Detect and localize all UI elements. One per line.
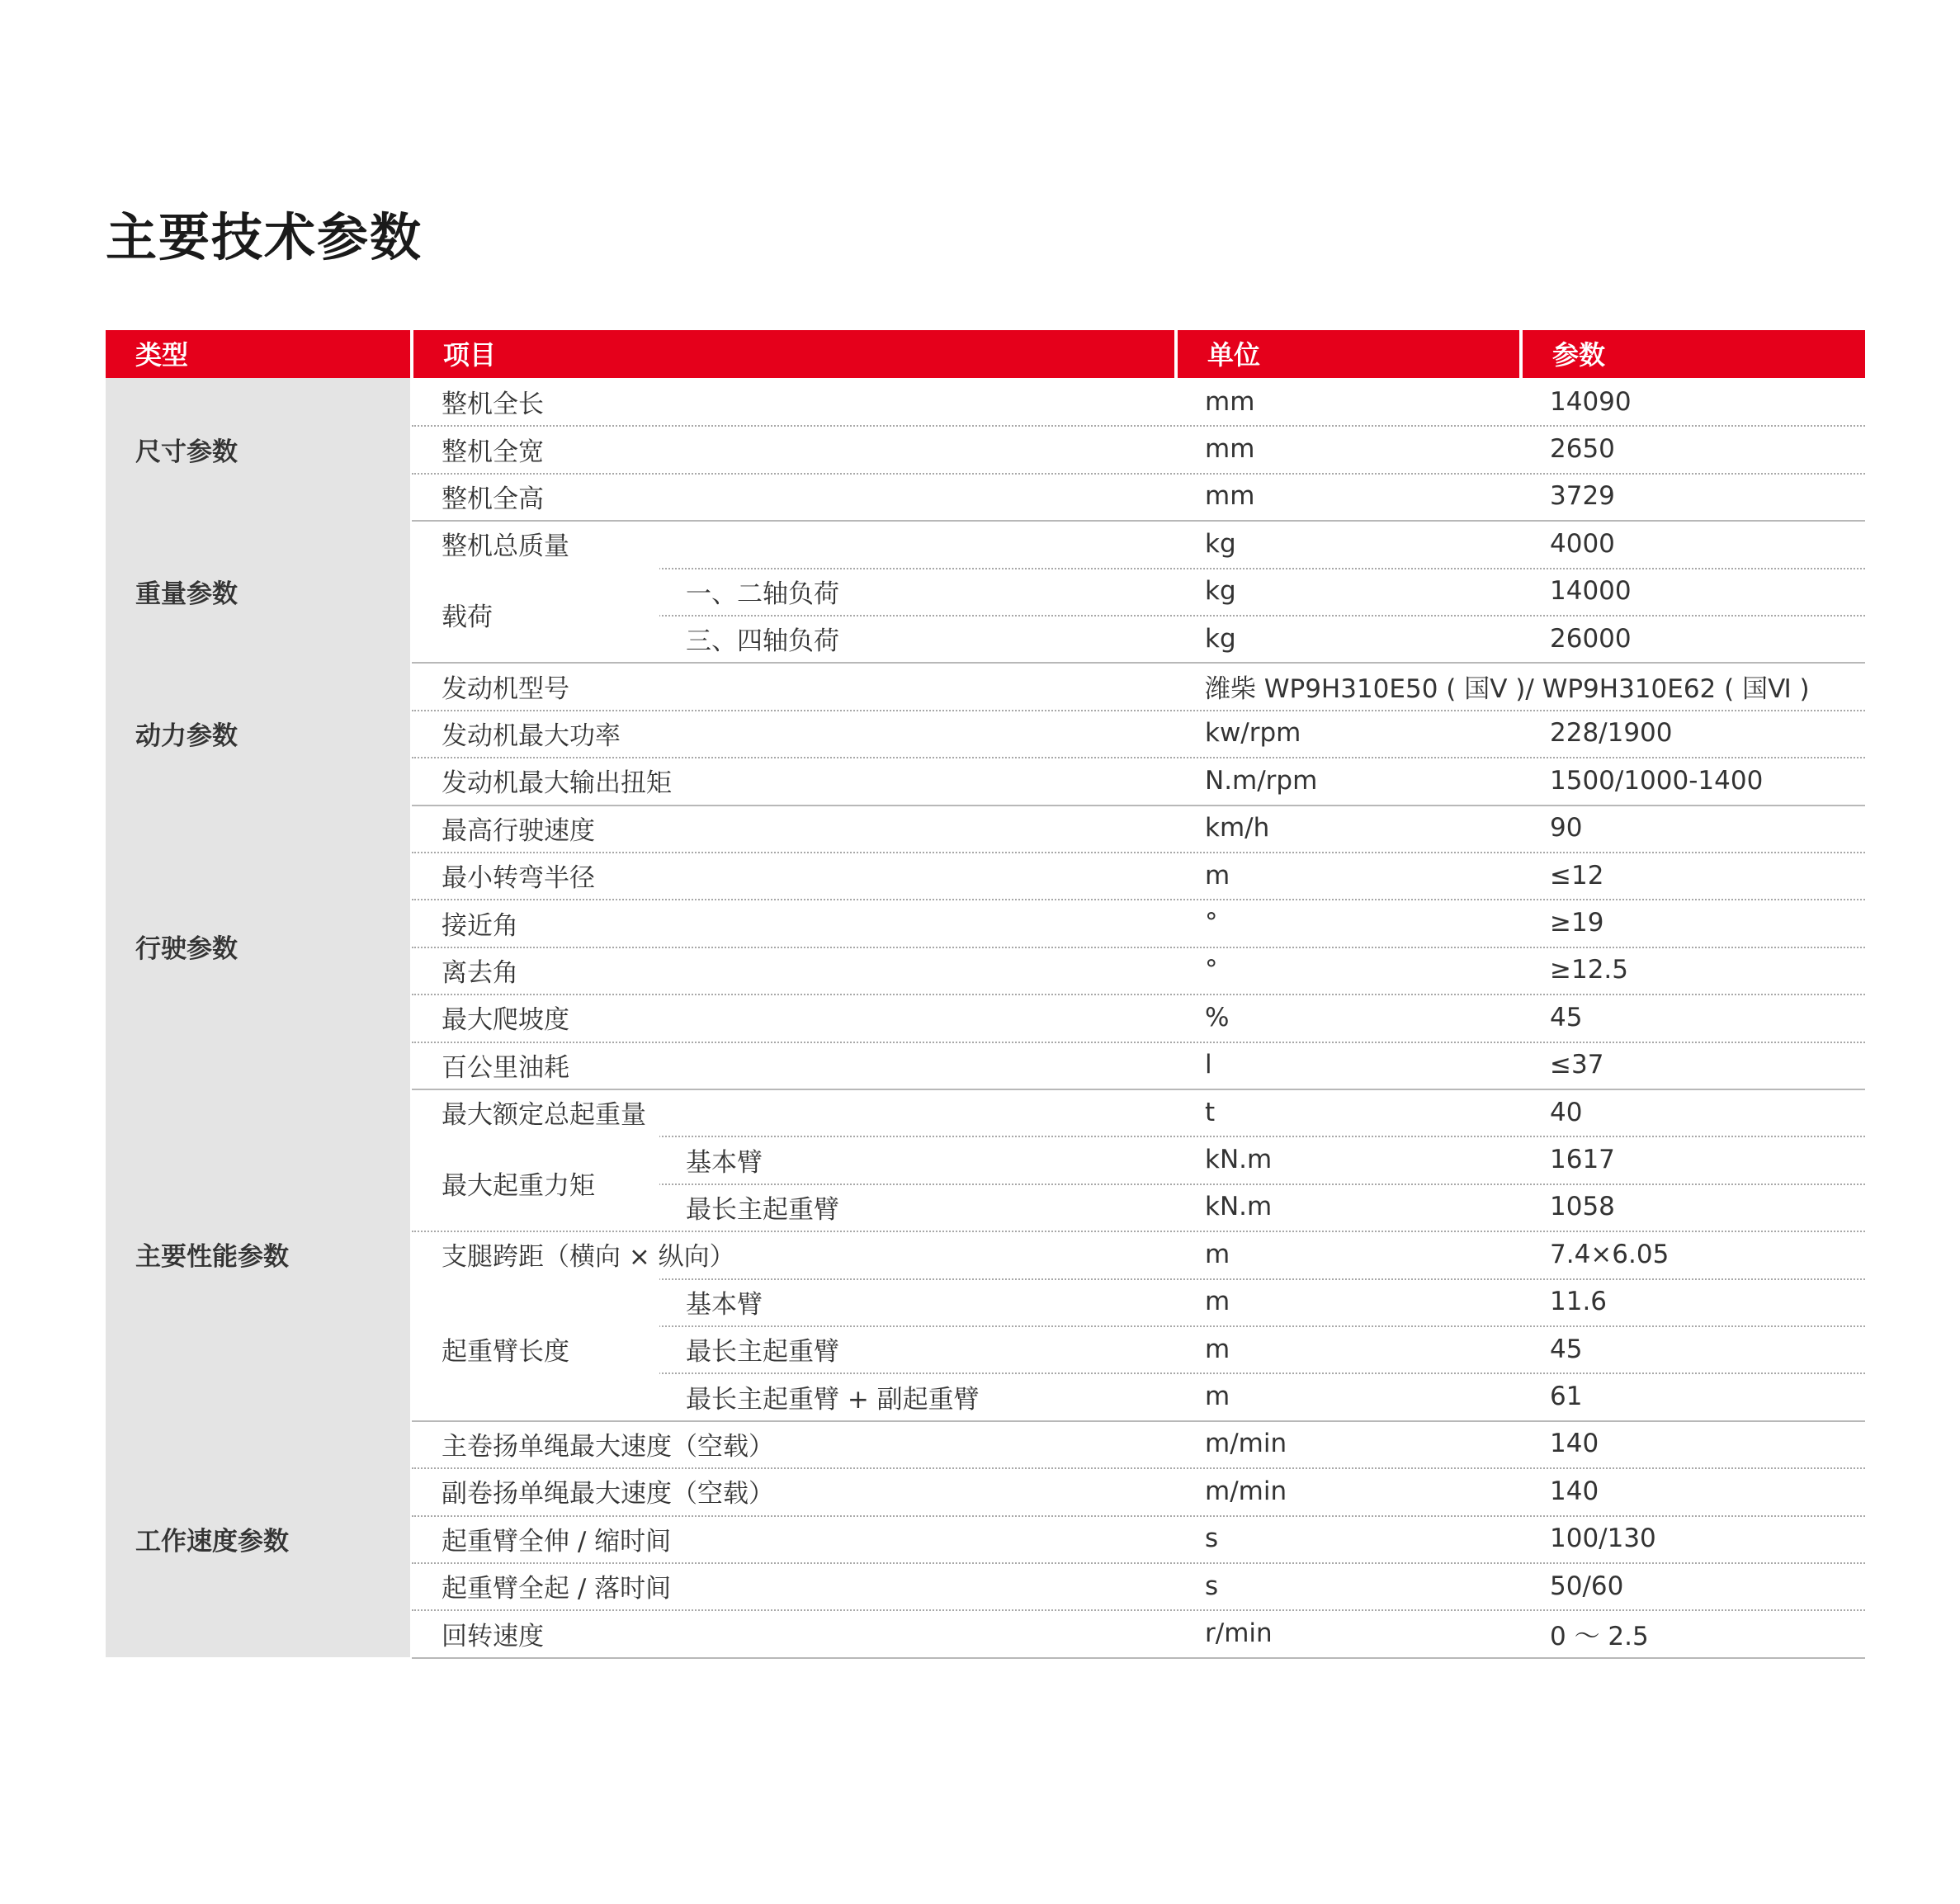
table-row [412,947,1865,995]
column-divider [1174,378,1178,1657]
subitem-cell: 一、二轴负荷 [686,579,839,609]
table-row [412,520,1865,569]
unit-cell: N.m/rpm [1205,765,1318,796]
group-label: 起重臂长度 [412,1278,659,1420]
table-row [412,1231,1865,1279]
unit-cell: m [1205,1239,1230,1269]
item-cell: 发动机型号 [442,673,569,704]
item-cell: 最小转弯半径 [442,863,595,894]
unit-cell: mm [1205,386,1255,417]
value-cell: 3729 [1550,481,1615,512]
engine-model-value: 潍柴 WP9H310E50 ( 国Ⅴ )/ WP9H310E62 ( 国Ⅵ ) [1205,673,1810,704]
header-item: 项目 [413,330,1174,378]
unit-cell: kw/rpm [1205,718,1301,749]
value-cell: 4000 [1550,528,1615,559]
item-cell: 最大额定总起重量 [442,1100,646,1131]
item-cell: 整机总质量 [442,532,569,562]
category-cell: 主要性能参数 [106,1089,410,1420]
value-cell: 1058 [1550,1192,1615,1222]
value-cell: 50/60 [1550,1571,1624,1601]
category-cell: 尺寸参数 [106,378,410,520]
item-cell: 发动机最大功率 [442,720,621,751]
unit-cell: s [1205,1571,1219,1601]
value-cell: 100/130 [1550,1524,1656,1554]
unit-cell: m [1205,1287,1230,1317]
table-row [412,1515,1865,1564]
unit-cell: kg [1205,528,1236,559]
table-row [412,757,1865,806]
item-cell: 主卷扬单绳最大速度（空载） [442,1431,774,1462]
value-cell: 140 [1550,1476,1599,1506]
item-cell: 发动机最大输出扭矩 [442,768,672,799]
item-cell: 整机全长 [442,390,544,420]
subitem-cell: 基本臂 [686,1289,763,1320]
unit-cell: m [1205,1334,1230,1364]
header-type: 类型 [106,330,410,378]
category-cell: 工作速度参数 [106,1420,410,1657]
item-cell: 百公里油耗 [442,1052,569,1083]
unit-cell: m/min [1205,1476,1287,1506]
value-cell: ≥12.5 [1550,955,1628,985]
unit-cell: s [1205,1524,1219,1554]
item-cell: 接近角 [442,910,518,941]
item-cell: 最高行驶速度 [442,815,595,846]
subitem-cell: 最长主起重臂 [686,1337,839,1368]
table-row [412,1562,1865,1611]
value-cell: ≤12 [1550,860,1604,891]
value-cell: 14090 [1550,386,1632,417]
column-divider [1519,378,1523,1657]
header-value: 参数 [1523,330,1865,378]
table-row [412,1089,1865,1137]
value-cell: 40 [1550,1097,1583,1127]
value-cell: 0 ～ 2.5 [1550,1621,1649,1651]
item-cell: 整机全高 [442,484,544,514]
value-cell: 140 [1550,1429,1599,1459]
unit-cell: kN.m [1205,1145,1273,1175]
value-cell: 2650 [1550,434,1615,465]
table-row [412,710,1865,758]
table-row [412,1609,1865,1658]
value-cell: ≤37 [1550,1050,1604,1080]
table-row [412,473,1865,522]
spec-table [106,330,1865,1663]
subitem-cell: 基本臂 [686,1147,763,1178]
item-cell: 副卷扬单绳最大速度（空载） [442,1479,774,1509]
item-cell: 回转速度 [442,1621,544,1651]
unit-cell: m [1205,1382,1230,1412]
table-row [412,1042,1865,1090]
unit-cell: mm [1205,481,1255,512]
value-cell: 26000 [1550,623,1632,654]
item-cell: 起重臂全起 / 落时间 [442,1574,672,1604]
table-row [412,662,1865,711]
table-row [412,899,1865,947]
table-row [412,378,1865,427]
group-label: 载荷 [412,568,659,663]
subitem-cell: 最长主起重臂 [686,1194,839,1225]
value-cell: 90 [1550,813,1583,843]
unit-cell: r/min [1205,1618,1273,1649]
category-cell: 动力参数 [106,662,410,804]
table-row [412,805,1865,853]
page-title: 主要技术参数 [106,207,423,267]
value-cell: 61 [1550,1382,1583,1412]
unit-cell: ° [1205,955,1218,985]
table-row [412,425,1865,474]
item-cell: 起重臂全伸 / 缩时间 [442,1526,672,1557]
unit-cell: km/h [1205,813,1270,843]
category-cell: 行驶参数 [106,805,410,1089]
subitem-cell: 最长主起重臂 + 副起重臂 [686,1384,980,1415]
value-cell: 1500/1000-1400 [1550,765,1764,796]
item-cell: 最大爬坡度 [442,1005,569,1036]
unit-cell: m/min [1205,1429,1287,1459]
unit-cell: mm [1205,434,1255,465]
value-cell: 14000 [1550,576,1632,607]
unit-cell: kg [1205,623,1236,654]
table-row [412,1420,1865,1469]
unit-cell: kg [1205,576,1236,607]
unit-cell: kN.m [1205,1192,1273,1222]
unit-cell: t [1205,1097,1216,1127]
value-cell: 45 [1550,1002,1583,1032]
value-cell: 11.6 [1550,1287,1608,1317]
value-cell: ≥19 [1550,908,1604,938]
header-unit: 单位 [1178,330,1519,378]
category-cell: 重量参数 [106,520,410,662]
value-cell: 45 [1550,1334,1583,1364]
table-row [412,994,1865,1042]
item-cell: 离去角 [442,957,518,988]
value-cell: 228/1900 [1550,718,1673,749]
unit-cell: m [1205,860,1230,891]
value-cell: 7.4×6.05 [1550,1239,1670,1269]
group-label: 最大起重力矩 [412,1136,659,1231]
item-cell: 支腿跨距（横向 × 纵向） [442,1242,735,1273]
item-cell: 整机全宽 [442,437,544,467]
unit-cell: l [1205,1050,1212,1080]
table-row [412,852,1865,900]
unit-cell: ° [1205,908,1218,938]
subitem-cell: 三、四轴负荷 [686,626,839,657]
table-row [412,1467,1865,1516]
value-cell: 1617 [1550,1145,1615,1175]
unit-cell: % [1205,1002,1230,1032]
